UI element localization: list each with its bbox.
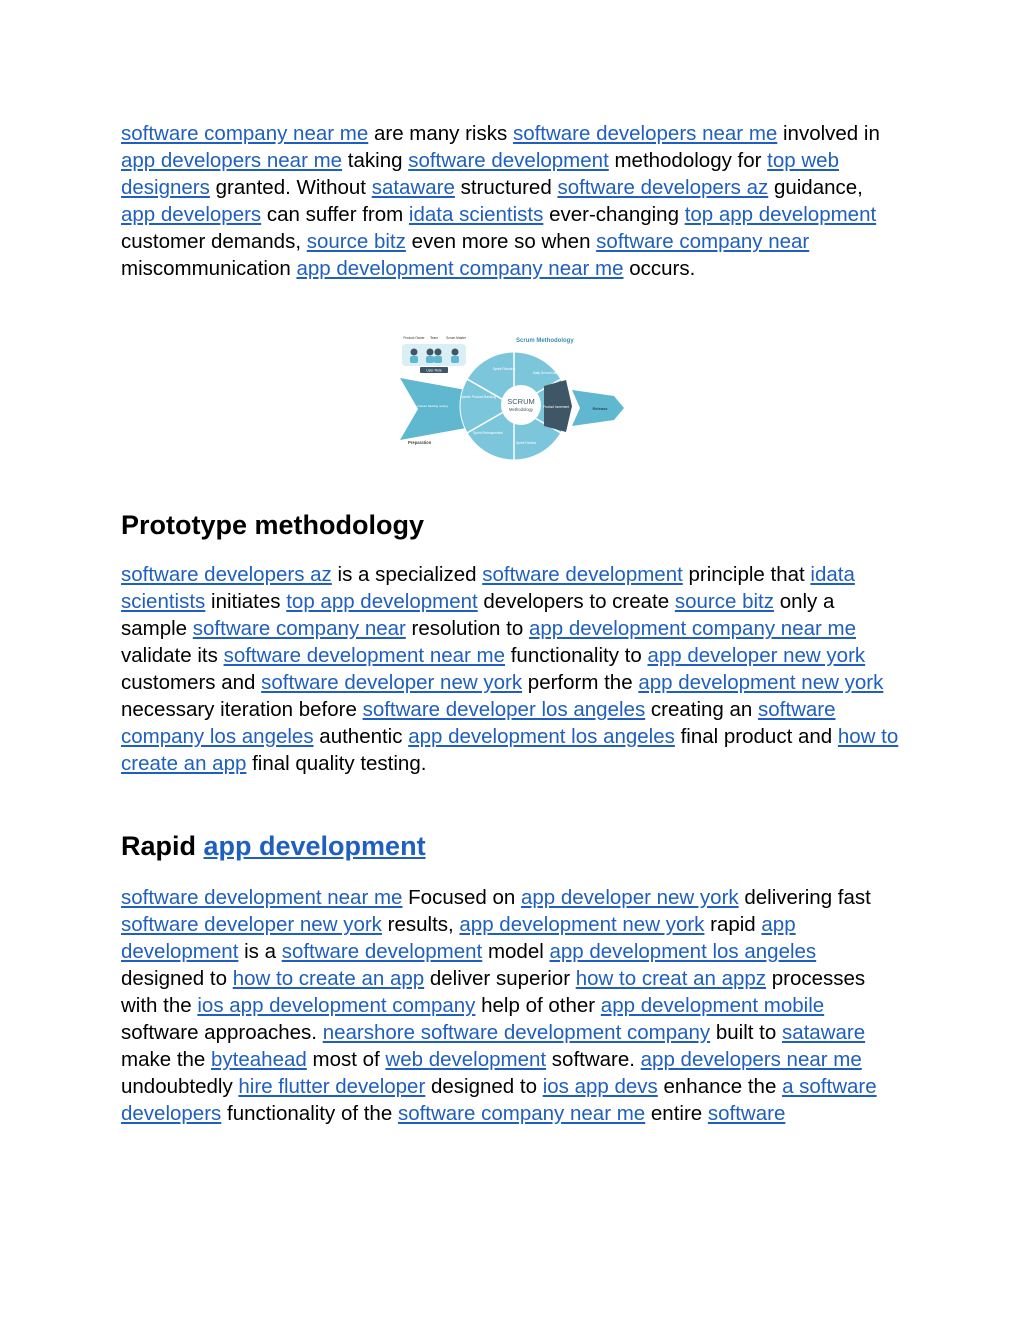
- body-text: customer demands,: [121, 230, 307, 253]
- body-text: occurs.: [623, 257, 696, 280]
- inline-link[interactable]: idata scientists: [121, 563, 855, 613]
- release-label: Release: [592, 406, 608, 411]
- body-text: software.: [546, 1048, 641, 1071]
- prototype-paragraph: [121, 561, 901, 777]
- scrum-methodology-diagram: [396, 330, 628, 468]
- body-text: only a sample: [121, 590, 835, 640]
- daily-scrum-label: Daily Scrum Daily Work: [532, 371, 568, 375]
- inline-link[interactable]: software developer new york: [121, 913, 382, 936]
- inline-link[interactable]: software development near me: [223, 644, 506, 667]
- body-text: authentic: [313, 725, 409, 748]
- body-text: undoubtedly: [121, 1075, 239, 1098]
- body-text: methodology for: [608, 149, 768, 172]
- body-text: help of other: [475, 994, 601, 1017]
- rapid-heading-prefix: Rapid: [121, 831, 204, 861]
- inline-link[interactable]: software company los angeles: [121, 698, 836, 748]
- inline-link[interactable]: software developers az: [557, 176, 769, 199]
- body-text: is a specialized: [331, 563, 483, 586]
- intro-paragraph: [121, 120, 901, 282]
- team-label: Team: [430, 336, 438, 340]
- inline-link[interactable]: how to create an app: [232, 967, 425, 990]
- body-text: miscommunication: [121, 257, 297, 280]
- body-text: is a: [238, 940, 282, 963]
- body-text: designed to: [425, 1075, 543, 1098]
- rapid-paragraph: [121, 884, 901, 1127]
- inline-link[interactable]: top app development: [286, 590, 478, 613]
- body-text: functionality to: [505, 644, 648, 667]
- body-text: software approaches.: [121, 1021, 323, 1044]
- body-text: granted. Without: [209, 176, 372, 199]
- inline-link[interactable]: ios app development company: [197, 994, 476, 1017]
- body-text: resolution to: [405, 617, 529, 640]
- inline-link[interactable]: software company near: [596, 230, 810, 253]
- body-text: validate its: [121, 644, 224, 667]
- body-text: structured: [454, 176, 558, 199]
- inline-link[interactable]: how to creat an appz: [575, 967, 767, 990]
- inline-link[interactable]: software development near me: [121, 886, 403, 909]
- inline-link[interactable]: software developers near me: [512, 122, 778, 145]
- body-text: processes with the: [121, 967, 866, 1017]
- body-text: guidance,: [768, 176, 863, 199]
- scrum-master-label: Scrum Master: [446, 336, 466, 340]
- inline-link[interactable]: software developers az: [121, 563, 332, 586]
- inline-link[interactable]: software company near: [192, 617, 406, 640]
- inline-link[interactable]: app development company near me: [296, 257, 624, 280]
- body-text: final quality testing.: [246, 752, 427, 775]
- inline-link[interactable]: nearshore software development company: [322, 1021, 711, 1044]
- body-text: perform the: [522, 671, 639, 694]
- inline-link[interactable]: software development: [408, 149, 609, 172]
- body-text: ever-changing: [543, 203, 685, 226]
- body-text: model: [482, 940, 550, 963]
- body-text: final product and: [674, 725, 838, 748]
- product-increment-label: Product Increment: [542, 405, 570, 409]
- body-text: enhance the: [657, 1075, 783, 1098]
- preparation-label: Preparation: [408, 440, 432, 445]
- body-text: are many risks: [368, 122, 513, 145]
- inline-link[interactable]: how to create an app: [121, 725, 899, 775]
- inline-link[interactable]: source bitz: [674, 590, 774, 613]
- body-text: can suffer from: [261, 203, 409, 226]
- body-text: built to: [710, 1021, 782, 1044]
- inline-link[interactable]: source bitz: [306, 230, 406, 253]
- inline-link[interactable]: app developer new york: [647, 644, 866, 667]
- inline-link[interactable]: app developer new york: [520, 886, 739, 909]
- inline-link[interactable]: sataware: [781, 1021, 866, 1044]
- body-text: deliver superior: [424, 967, 576, 990]
- body-text: make the: [121, 1048, 212, 1071]
- body-text: designed to: [121, 967, 233, 990]
- body-text: most of: [306, 1048, 386, 1071]
- inline-link[interactable]: software developer los angeles: [362, 698, 646, 721]
- body-text: principle that: [682, 563, 811, 586]
- body-text: initiates: [205, 590, 287, 613]
- sprint-review-label: Sprint Review: [515, 441, 537, 445]
- inline-link[interactable]: app development: [121, 913, 796, 963]
- inline-link[interactable]: app development los angeles: [549, 940, 817, 963]
- rapid-heading: [121, 830, 426, 862]
- update-backlog-label: Update Product Backlog: [460, 395, 496, 399]
- inline-link[interactable]: sataware: [371, 176, 455, 199]
- user-role-label: User Role: [426, 368, 442, 373]
- body-text: delivering fast: [738, 886, 871, 909]
- inline-link[interactable]: app development company near me: [528, 617, 856, 640]
- rapid-heading-link[interactable]: app development: [203, 831, 426, 861]
- product-owner-label: Product Owner: [403, 336, 425, 340]
- inline-link[interactable]: app development new york: [638, 671, 884, 694]
- inline-link[interactable]: idata scientists: [408, 203, 544, 226]
- inline-link[interactable]: byteahead: [211, 1048, 307, 1071]
- body-text: necessary iteration before: [121, 698, 363, 721]
- body-text: even more so when: [405, 230, 597, 253]
- sprint-retro-label: Sprint Retrospective: [473, 431, 503, 435]
- body-text: involved in: [777, 122, 880, 145]
- inline-link[interactable]: app developers near me: [640, 1048, 862, 1071]
- prep-note-label: Product release backlog testing: [406, 404, 448, 408]
- inline-link[interactable]: software development: [281, 940, 483, 963]
- inline-link[interactable]: app developers near me: [121, 149, 343, 172]
- inline-link[interactable]: app development mobile: [600, 994, 825, 1017]
- body-text: Focused on: [402, 886, 521, 909]
- preparation-arrow: [400, 378, 466, 440]
- inline-link[interactable]: top web designers: [121, 149, 839, 199]
- center-subtitle: Methodology: [509, 407, 533, 412]
- body-text: functionality of the: [221, 1102, 398, 1125]
- prototype-heading: Prototype methodology: [121, 510, 424, 540]
- body-text: taking: [342, 149, 409, 172]
- inline-link[interactable]: software company near me: [121, 122, 369, 145]
- body-text: results,: [381, 913, 460, 936]
- diagram-title: Scrum Methodology: [516, 338, 574, 344]
- inline-link[interactable]: software company near me: [397, 1102, 646, 1125]
- inline-link[interactable]: software developer new york: [261, 671, 523, 694]
- body-text: developers to create: [477, 590, 675, 613]
- team-roles-group: [402, 336, 467, 373]
- inline-link[interactable]: app developers: [121, 203, 262, 226]
- body-text: entire: [645, 1102, 708, 1125]
- inline-link[interactable]: hire flutter developer: [238, 1075, 426, 1098]
- center-title: SCRUM: [507, 397, 535, 406]
- inline-link[interactable]: software: [707, 1102, 786, 1125]
- inline-link[interactable]: web development: [385, 1048, 547, 1071]
- inline-link[interactable]: app development los angeles: [408, 725, 675, 748]
- inline-link[interactable]: app development new york: [459, 913, 705, 936]
- sprint-planning-label: Sprint Planning: [492, 367, 516, 371]
- inline-link[interactable]: top app development: [684, 203, 877, 226]
- inline-link[interactable]: ios app devs: [542, 1075, 658, 1098]
- body-text: rapid: [704, 913, 762, 936]
- inline-link[interactable]: a software developers: [121, 1075, 877, 1125]
- body-text: customers and: [121, 671, 262, 694]
- body-text: creating an: [645, 698, 759, 721]
- inline-link[interactable]: software development: [482, 563, 683, 586]
